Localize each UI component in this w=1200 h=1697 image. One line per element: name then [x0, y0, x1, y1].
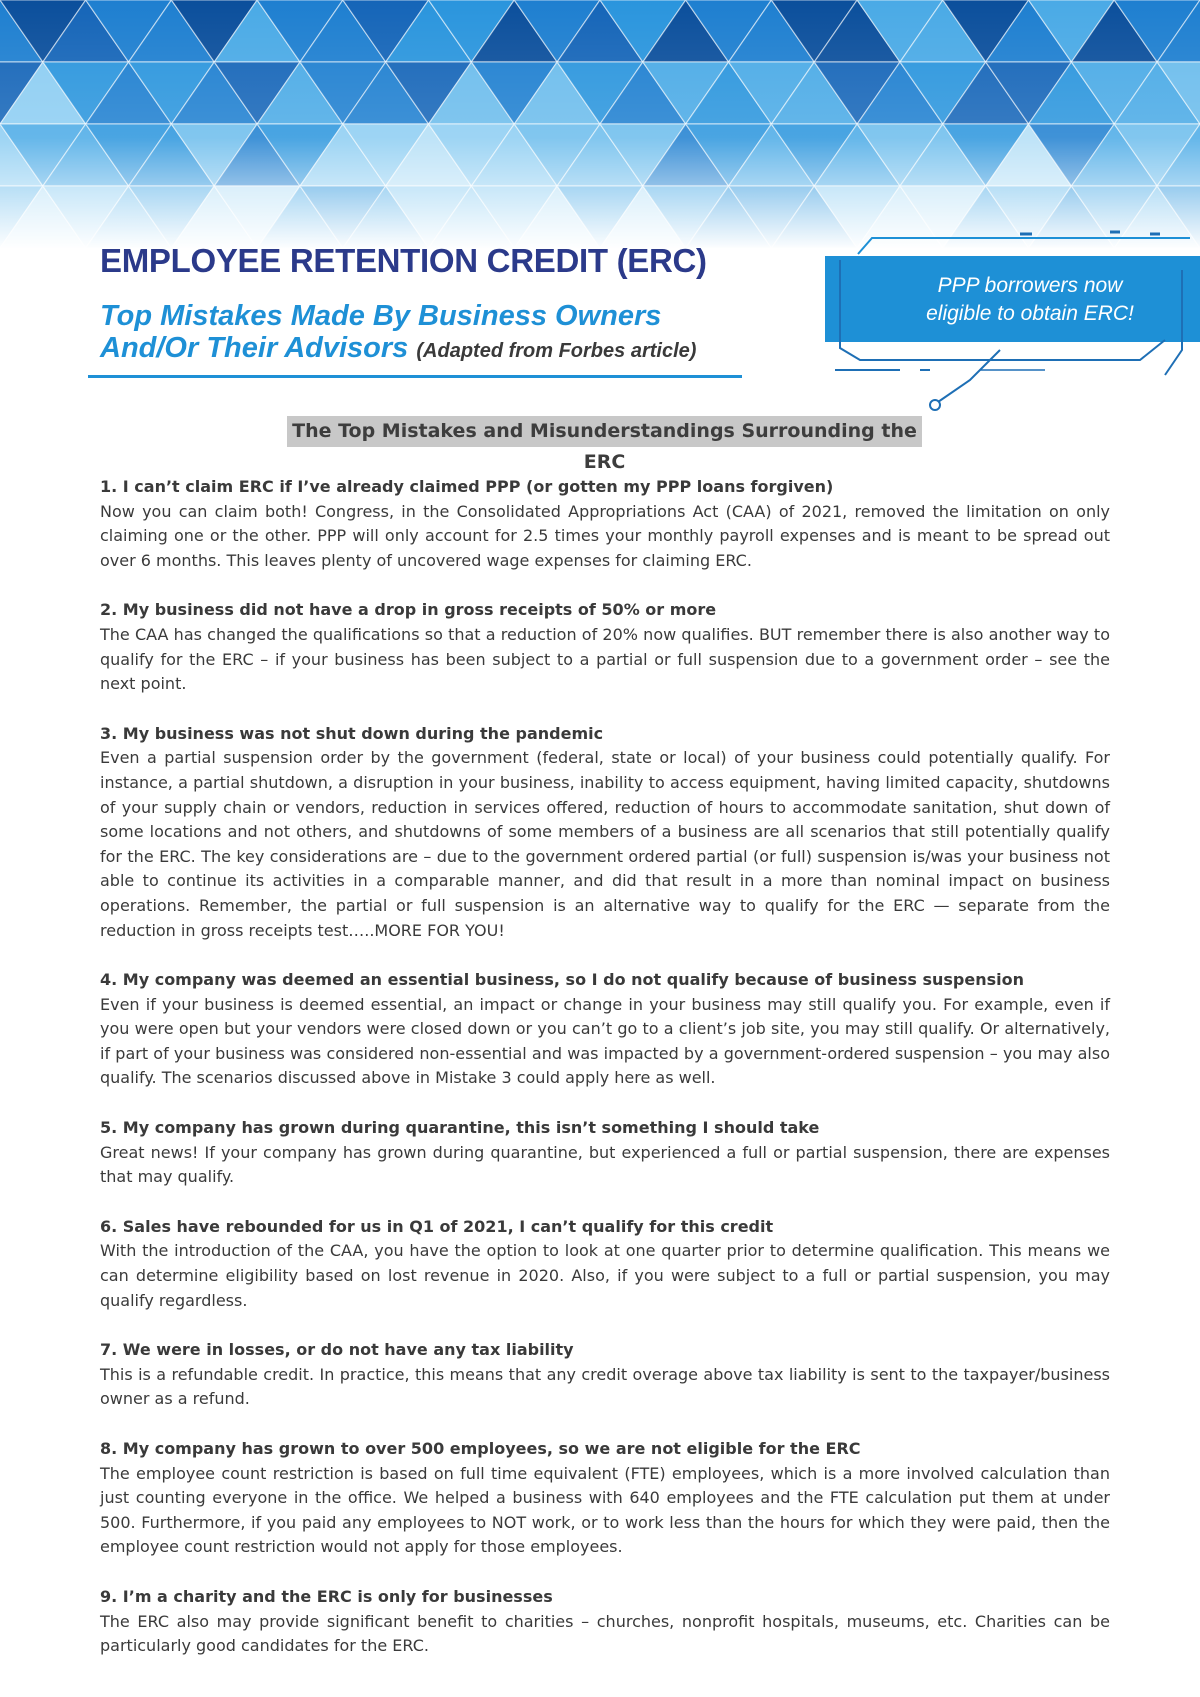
page-title: EMPLOYEE RETENTION CREDIT (ERC)	[100, 242, 707, 279]
title-underline	[88, 375, 742, 378]
mistake-body: The ERC also may provide significant benefit to charities – churches, nonprofit hospitals, museums, etc. Charities can be particularly good candidates for the ERC.	[100, 1611, 1110, 1656]
mistake-body: The employee count restriction is based on full time equivalent (FTE) employees, which is a more involved calculation than just counting everyone in the office. We helped a business with 640 employees and the FTE calculation put them at under 500. Furthermore, if you paid any employees to NOT work, or to work less than the hours for which they were paid, then the employee count restriction would not apply for those employees.	[100, 1463, 1110, 1557]
mistake-title: 2. My business did not have a drop in gross receipts of 50% or more	[100, 600, 717, 620]
mistake-item-3	[100, 722, 1110, 943]
subtitle-line-2	[100, 332, 760, 367]
callout-line-1: PPP borrowers now	[937, 274, 1123, 297]
mistake-title: 4. My company was deemed an essential business, so I do not qualify because of business suspension	[100, 970, 1025, 990]
mistake-body: The CAA has changed the qualifications so that a reduction of 20% now qualifies. BUT remember there is also another way to qualify for the ERC – if your business has been subject to a partial or full suspension due to a government order – see the next point.	[100, 624, 1110, 694]
mistake-title: 7. We were in losses, or do not have any tax liability	[100, 1340, 574, 1360]
subtitle-source: (Adapted from Forbes article)	[416, 340, 697, 362]
mistake-item-1	[100, 475, 1110, 573]
subtitle-line-2-text: And/Or Their Advisors	[100, 332, 409, 364]
mistake-body: Now you can claim both! Congress, in the Consolidated Appropriations Act (CAA) of 2021, removed the limitation on only claiming one or the other. PPP will only account for 2.5 times your monthly payroll expenses and is meant to be spread out over 6 months. This leaves plenty of uncovered wage expenses for claiming ERC.	[100, 501, 1110, 570]
page-subtitle	[100, 300, 760, 367]
banner-fade	[0, 0, 1200, 250]
mistake-item-4	[100, 968, 1110, 1091]
title-block	[100, 242, 760, 367]
subtitle-line-1: Top Mistakes Made By Business Owners	[100, 300, 662, 332]
header-geometric-banner	[0, 0, 1200, 250]
mistake-title: 9. I’m a charity and the ERC is only for businesses	[100, 1586, 553, 1606]
mistake-title: 8. My company has grown to over 500 employees, so we are not eligible for the ERC	[100, 1439, 861, 1458]
mistake-body: Even a partial suspension order by the government (federal, state or local) of your business could potentially qualify. For instance, a partial shutdown, a disruption in your business, inability to access equipment, having limited capacity, shutdowns of your supply chain or vendors, reduction in services offered, reduction of hours to accommodate sanitation, shut down of some locations and not others, and shutdowns of some members of a business are all scenarios that still potentially qualify for the ERC. The key considerations are – due to the government ordered partial (or full) suspension is/was your business not able to continue its activities in a comparable manner, and did that result in a more than nominal impact on business operations. Remember, the partial or full suspension is an alternative way to qualify for the ERC — separate from the reduction in gross receipts test…..MORE FOR YOU!	[100, 748, 1110, 940]
callout-line-2: eligible to obtain ERC!	[926, 302, 1134, 325]
mistake-item-7	[100, 1338, 1110, 1412]
mistake-item-8	[100, 1437, 1110, 1560]
mistake-body: This is a refundable credit. In practice, this means that any credit overage above tax liability is sent to the taxpayer/business owner as a refund.	[100, 1364, 1110, 1409]
mistake-item-5	[100, 1116, 1110, 1190]
mistake-title: 1. I can’t claim ERC if I’ve already claimed PPP (or gotten my PPP loans forgiven)	[100, 477, 834, 496]
mistake-body: Great news! If your company has grown during quarantine, but experienced a full or partial suspension, there are expenses that may qualify.	[100, 1142, 1110, 1187]
mistake-title: 3. My business was not shut down during the pandemic	[100, 723, 604, 743]
callout-pin-icon	[930, 400, 940, 410]
mistake-title: 6. Sales have rebounded for us in Q1 of 2021, I can’t qualify for this credit	[100, 1216, 774, 1236]
mistakes-list	[100, 475, 1110, 1684]
mistake-item-6	[100, 1215, 1110, 1313]
mistake-item-2	[100, 598, 1110, 696]
mistake-body: Even if your business is deemed essential, an impact or change in your business may still qualify you. For example, even if you were open but your vendors were closed down or you can’t go to a client’s job site, you may still qualify. Or alternatively, if part of your business was considered non-essential and was impacted by a government-ordered suspension – you may also qualify. The scenarios discussed above in Mistake 3 could apply here as well.	[100, 994, 1110, 1088]
callout-text	[880, 272, 1180, 328]
mistake-item-9	[100, 1585, 1110, 1659]
section-heading: The Top Mistakes and Misunderstandings Surrounding the ERC	[287, 416, 922, 447]
mistake-body: With the introduction of the CAA, you have the option to look at one quarter prior to determine qualification. This means we can determine eligibility based on lost revenue in 2020. Also, if you were subject to a full or partial suspension, you may qualify regardless.	[100, 1241, 1110, 1310]
mistake-title: 5. My company has grown during quarantine, this isn’t something I should take	[100, 1118, 820, 1138]
